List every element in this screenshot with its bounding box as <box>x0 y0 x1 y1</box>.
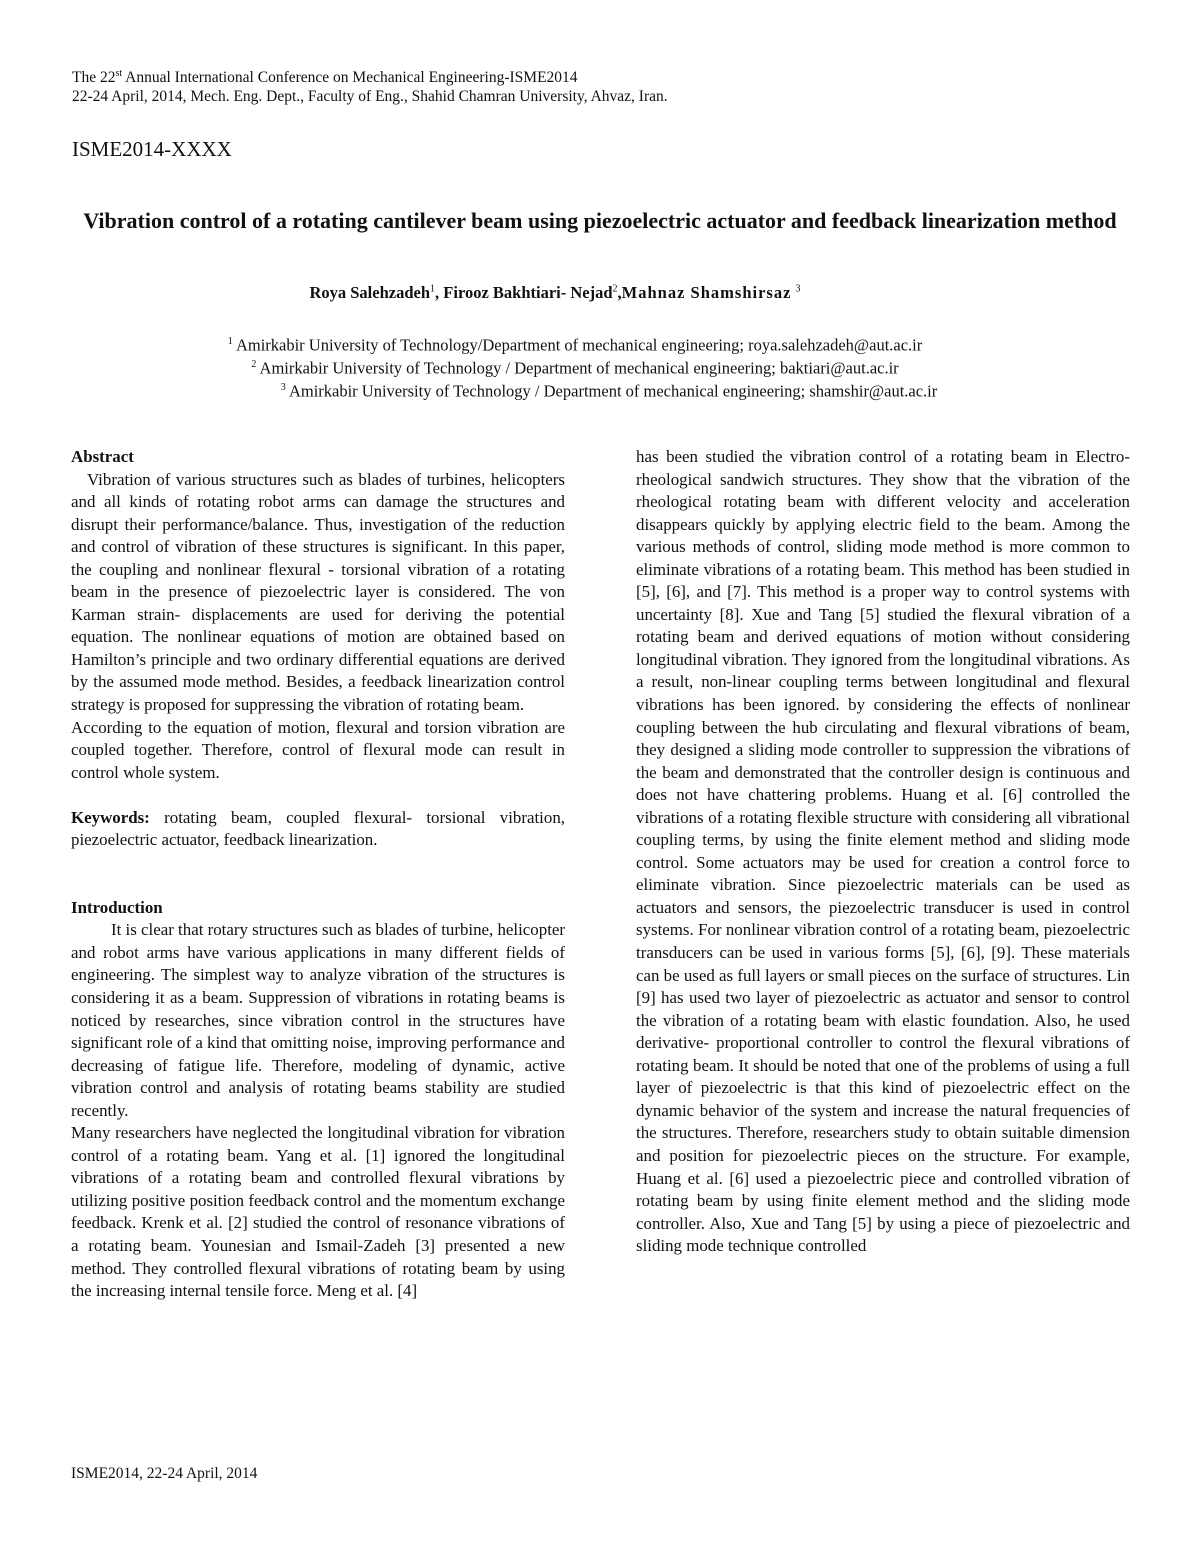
affiliation: $^3$ Amirkabir University of Technology / Department of mechanical engineering; shamshir@aut.ac.ir <box>280 381 938 401</box>
body-paragraph: has been studied the vibration control of a rotating beam in Electro- rheological sandwich structures. They show that the vibration of the rheological rotating beam with different velocity and acceleration disappears quickly by applying electric field to the beam. Among the various methods of control, sliding mode method is more common to eliminate vibrations of a rotating beam. This method has been studied in [5], [6], and [7]. This method is a proper way to control systems with uncertainty [8]. Xue and Tang [5] studied the flexural vibration of a rotating beam and derived equations of motion without considering longitudinal vibration. They ignored from the longitudinal vibrations. As a result, non-linear coupling terms between longitudinal and flexural vibrations has been ignored. by considering the effects of nonlinear coupling between the hub circulating and flexural vibrations of beam, they designed a sliding mode controller to suppression the vibrations of the beam and demonstrated that the controller design is continuous and does not have chattering problems. Huang et al. [6] controlled the vibrations of a rotating flexible structure with considering all vibrational coupling terms, by using the finite element method and sliding mode control. Some actuators may be used for creation a control force to eliminate vibration. Since piezoelectric materials can be used as actuators and sensors, the piezoelectric transducer is used in control systems. For nonlinear vibration control of a rotating beam, piezoelectric transducers can be used in various forms [5], [6], [9]. These materials can be used as full layers or small pieces on the surface of structures. Lin [9] has used two layer of piezoelectric as actuator and sensor to control the vibration of a rotating beam with elastic foundation. Also, he used derivative- proportional controller to control the flexural vibrations of rotating beam. It should be noted that one of the problems of using a full layer of piezoelectric is that this kind of piezoelectric effect on the dynamic behavior of the system and increase the natural frequencies of the structures. Therefore, researchers study to obtain suitable dimension and position for piezoelectric pieces on the structure. For example, Huang et al. [6] used a piezoelectric piece and controlled vibration of rotating beam by using finite element method and the sliding mode controller. Also, Xue and Tang [5] by using a piece of piezoelectric and sliding mode technique controlled <box>636 447 1130 1256</box>
abstract-paragraph: According to the equation of motion, flexural and torsion vibration are coupled together. Therefore, control of flexural mode can result in control whole system. <box>71 717 565 782</box>
left-column <box>71 446 565 1303</box>
affiliation: $^1$ Amirkabir University of Technology/Department of mechanical engineering; roya.salehzadeh@aut.ac.ir <box>227 335 923 355</box>
abstract-heading: Abstract <box>71 447 134 466</box>
conference-line-1: The 22st Annual International Conference on Mechanical Engineering-ISME2014 <box>72 67 578 86</box>
page-footer: ISME2014, 22-24 April, 2014 <box>71 1465 258 1482</box>
introduction-paragraph: Many researchers have neglected the longitudinal vibration for vibration control of a rotating beam. Yang et al. [1] ignored the longitudinal vibrations of a rotating beam and controlled flexural vibrations by utilizing positive position feedback control and the momentum exchange feedback. Krenk et al. [2] studied the control of resonance vibrations of a rotating beam. Younesian and Ismail-Zadeh [3] presented a new method. They controlled flexural vibrations of rotating beam by using the increasing internal tensile force. Meng et al. [4] <box>71 1123 565 1301</box>
paper-title: Vibration control of a rotating cantilever beam using piezoelectric actuator and feedback linearization method <box>83 208 1117 233</box>
keywords: Keywords: rotating beam, coupled flexural- torsional vibration, piezoelectric actuator, feedback linearization. <box>71 807 565 850</box>
author-name: Mahnaz Shamshirsaz <box>621 283 792 302</box>
abstract-paragraph: Vibration of various structures such as blades of turbines, helicopters and all kinds of rotating robot arms can damage the structures and disrupt their performance/balance. Thus, investigation of the reduction and control of vibration of these structures is significant. In this paper, the coupling and nonlinear flexural - torsional vibration of a rotating beam in the presence of piezoelectric layer is considered. The von Karman strain- displacements are used for deriving the potential equation. The nonlinear equations of motion are obtained based on Hamilton’s principle and two ordinary differential equations are derived by the assumed mode method. Besides, a feedback linearization control strategy is proposed for suppressing the vibration of rotating beam. <box>71 469 565 715</box>
author-name: Firooz Bakhtiari- Nejad <box>443 283 613 302</box>
affiliation: $^2$ Amirkabir University of Technology / Department of mechanical engineering; baktiari@aut.ac.ir <box>251 358 899 378</box>
right-column <box>636 446 1130 1258</box>
conference-header <box>72 68 668 106</box>
introduction-paragraph: It is clear that rotary structures such as blades of turbine, helicopter and robot arms have various applications in many different fields of engineering. The simplest way to analyze vibration of the structures is considering it as a beam. Suppression of vibrations in rotating beams is noticed by researches, since vibration control in the structures have significant role of a kind that omitting noise, improving performance and decreasing of fatigue life. Therefore, modeling of dynamic, active vibration control and analysis of rotating beams stability are studied recently. <box>71 920 566 1120</box>
author-list: Roya Salehzadeh$^1$, Firooz Bakhtiari- Nejad$^2$,Mahnaz Shamshirsaz $^3$ <box>309 283 801 302</box>
introduction-heading: Introduction <box>71 897 163 917</box>
paper-id: ISME2014-XXXX <box>72 137 232 161</box>
conference-line-2: 22-24 April, 2014, Mech. Eng. Dept., Faculty of Eng., Shahid Chamran University, Ahvaz, Iran. <box>72 88 668 105</box>
author-name: Roya Salehzadeh <box>309 283 431 302</box>
